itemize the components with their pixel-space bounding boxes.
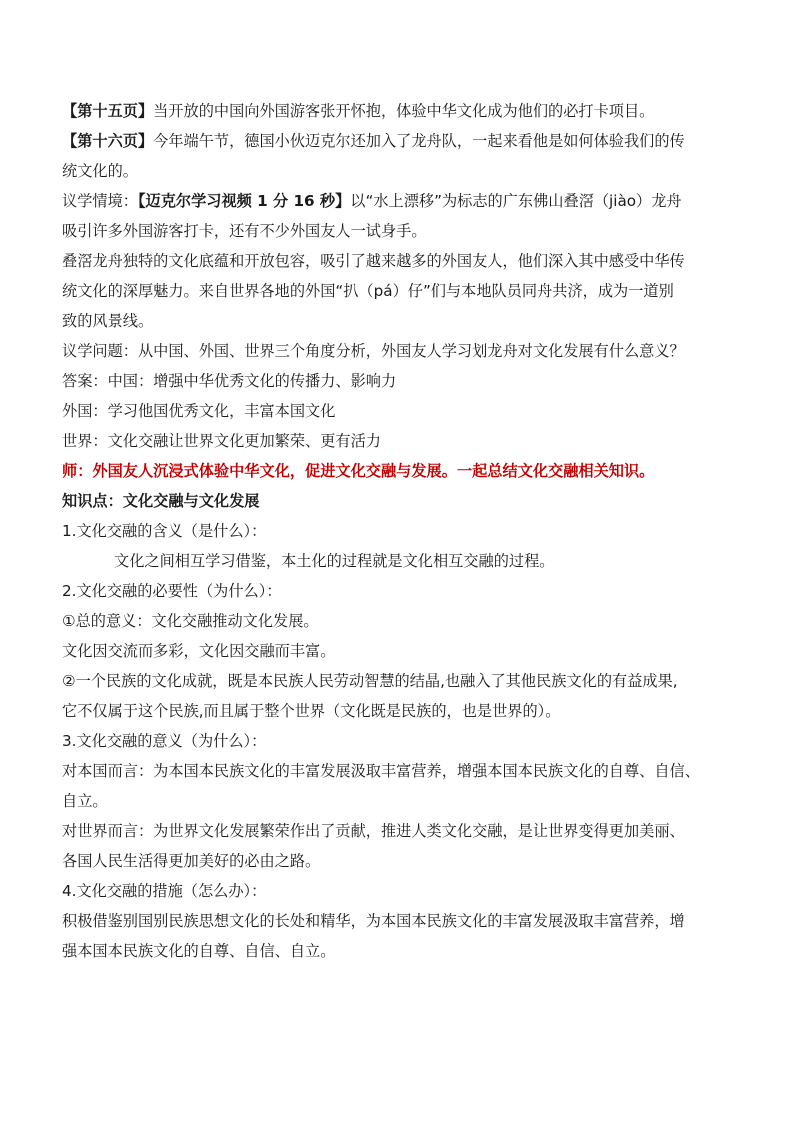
page-16-tag: 【第十六页】 bbox=[62, 132, 154, 150]
k2-line: 它不仅属于这个民族,而且属于整个世界（文化既是民族的，也是世界的）。 bbox=[62, 702, 561, 720]
paragraph-page-15 bbox=[62, 96, 736, 126]
knowledge-title: 知识点：文化交融与文化发展 bbox=[62, 492, 260, 510]
page-15-tag: 【第十五页】 bbox=[62, 102, 154, 120]
k2-line: ①总的意义：文化交融推动文化发展。 bbox=[62, 612, 319, 630]
situation-prefix: 议学情境： bbox=[62, 192, 138, 210]
answer-line: 世界：文化交融让世界文化更加繁荣、更有活力 bbox=[62, 432, 381, 450]
k2-line: 文化因交流而多彩，文化因交融而丰富。 bbox=[62, 642, 336, 660]
situation-video-tag: 【迈克尔学习视频 1 分 16 秒】 bbox=[137, 192, 351, 210]
k2-title: 2.文化交融的必要性（为什么）： bbox=[62, 582, 282, 600]
k1-title: 1.文化交融的含义（是什么）： bbox=[62, 522, 267, 540]
teacher-line: 师：外国友人沉浸式体验中华文化，促进文化交融与发展。一起总结文化交融相关知识。 bbox=[62, 462, 655, 480]
question-line: 议学问题：从中国、外国、世界三个角度分析，外国友人学习划龙舟对文化发展有什么意义？ bbox=[62, 342, 685, 360]
situation-line-2: 吸引许多外国游客打卡，还有不少外国友人一试身手。 bbox=[62, 222, 427, 240]
paragraph-page-16-line-1 bbox=[62, 126, 736, 156]
k3-line: 对世界而言：为世界文化发展繁荣作出了贡献，推进人类文化交融，是让世界变得更加美丽、 bbox=[62, 822, 685, 840]
page-15-text: 当开放的中国向外国游客张开怀抱，体验中华文化成为他们的必打卡项目。 bbox=[153, 102, 655, 120]
paragraph-page-16-line-2: 统文化的。 bbox=[62, 162, 138, 180]
paragraph-line: 统文化的深厚魅力。来自世界各地的外国“扒（pá）仔”们与本地队员同舟共济，成为一道别 bbox=[62, 282, 674, 300]
page-16-text-1: 今年端午节，德国小伙迈克尔还加入了龙舟队，一起来看他是如何体验我们的传 bbox=[153, 132, 685, 150]
k4-line: 强本国本民族文化的自尊、自信、自立。 bbox=[62, 942, 336, 960]
document-page bbox=[62, 96, 736, 966]
situation-line-1 bbox=[62, 186, 736, 216]
k3-line: 自立。 bbox=[62, 792, 108, 810]
k1-text: 文化之间相互学习借鉴，本土化的过程就是文化相互交融的过程。 bbox=[114, 552, 555, 570]
k3-line: 各国人民生活得更加美好的必由之路。 bbox=[62, 852, 321, 870]
k3-title: 3.文化交融的意义（为什么）： bbox=[62, 732, 267, 750]
paragraph-line: 致的风景线。 bbox=[62, 312, 154, 330]
answer-line: 答案：中国：增强中华优秀文化的传播力、影响力 bbox=[62, 372, 397, 390]
answer-line: 外国：学习他国优秀文化，丰富本国文化 bbox=[62, 402, 336, 420]
paragraph-line: 叠滘龙舟独特的文化底蕴和开放包容，吸引了越来越多的外国友人，他们深入其中感受中华传 bbox=[62, 252, 685, 270]
k4-line: 积极借鉴别国别民族思想文化的长处和精华，为本国本民族文化的丰富发展汲取丰富营养，增 bbox=[62, 912, 685, 930]
k4-title: 4.文化交融的措施（怎么办）： bbox=[62, 882, 267, 900]
situation-text-1: 以“水上漂移”为标志的广东佛山叠滘（jiào）龙舟 bbox=[350, 192, 682, 210]
k3-line: 对本国而言：为本国本民族文化的丰富发展汲取丰富营养，增强本国本民族文化的自尊、自信、 bbox=[62, 762, 700, 780]
k2-line: ②一个民族的文化成就，既是本民族人民劳动智慧的结晶,也融入了其他民族文化的有益成果, bbox=[62, 672, 678, 690]
